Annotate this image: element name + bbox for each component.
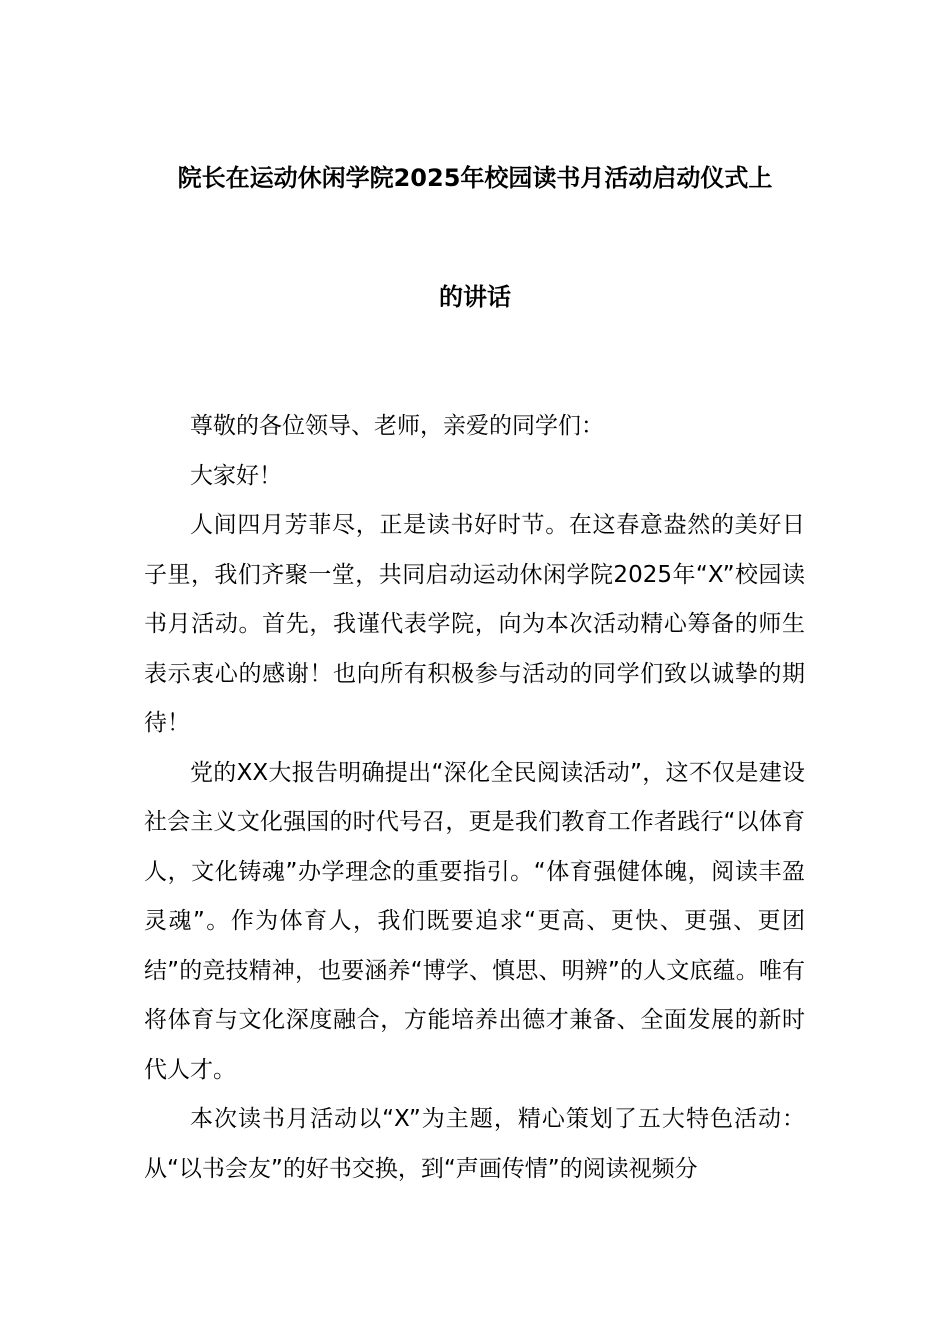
- paragraph-significance: 党的XX大报告明确提出“深化全民阅读活动”，这不仅是建设社会主义文化强国的时代号召，更是我们教育工作者践行“以体育人，文化铸魂”办学理念的重要指引。“体育强健体魄，阅读丰盈灵魂”。作为体育人，我们既要追求“更高、更快、更强、更团结”的竞技精神，也要涵养“博学、慎思、明辨”的人文底蕴。唯有将体育与文化深度融合，方能培养出德才兼备、全面发展的新时代人才。: [144, 759, 805, 1083]
- paragraph-greeting: 大家好！: [190, 462, 282, 489]
- document-title-line-1: 院长在运动休闲学院2025年校园读书月活动启动仪式上: [177, 164, 773, 192]
- paragraph-salutation: 尊敬的各位领导、老师，亲爱的同学们：: [190, 413, 604, 439]
- paragraph-activities: 本次读书月活动以“X”为主题，精心策划了五大特色活动：从“以书会友”的好书交换，到“声画传情”的阅读视频分: [144, 1106, 805, 1182]
- paragraph-opening: 人间四月芳菲尽，正是读书好时节。在这春意盎然的美好日子里，我们齐聚一堂，共同启动运动休闲学院2025年“X”校园读书月活动。首先，我谨代表学院，向为本次活动精心筹备的师生表示衷心的感谢！也向所有积极参与活动的同学们致以诚挚的期待！: [144, 512, 805, 736]
- document-title-line-2: 的讲话: [439, 283, 511, 311]
- document-body: [144, 402, 805, 1194]
